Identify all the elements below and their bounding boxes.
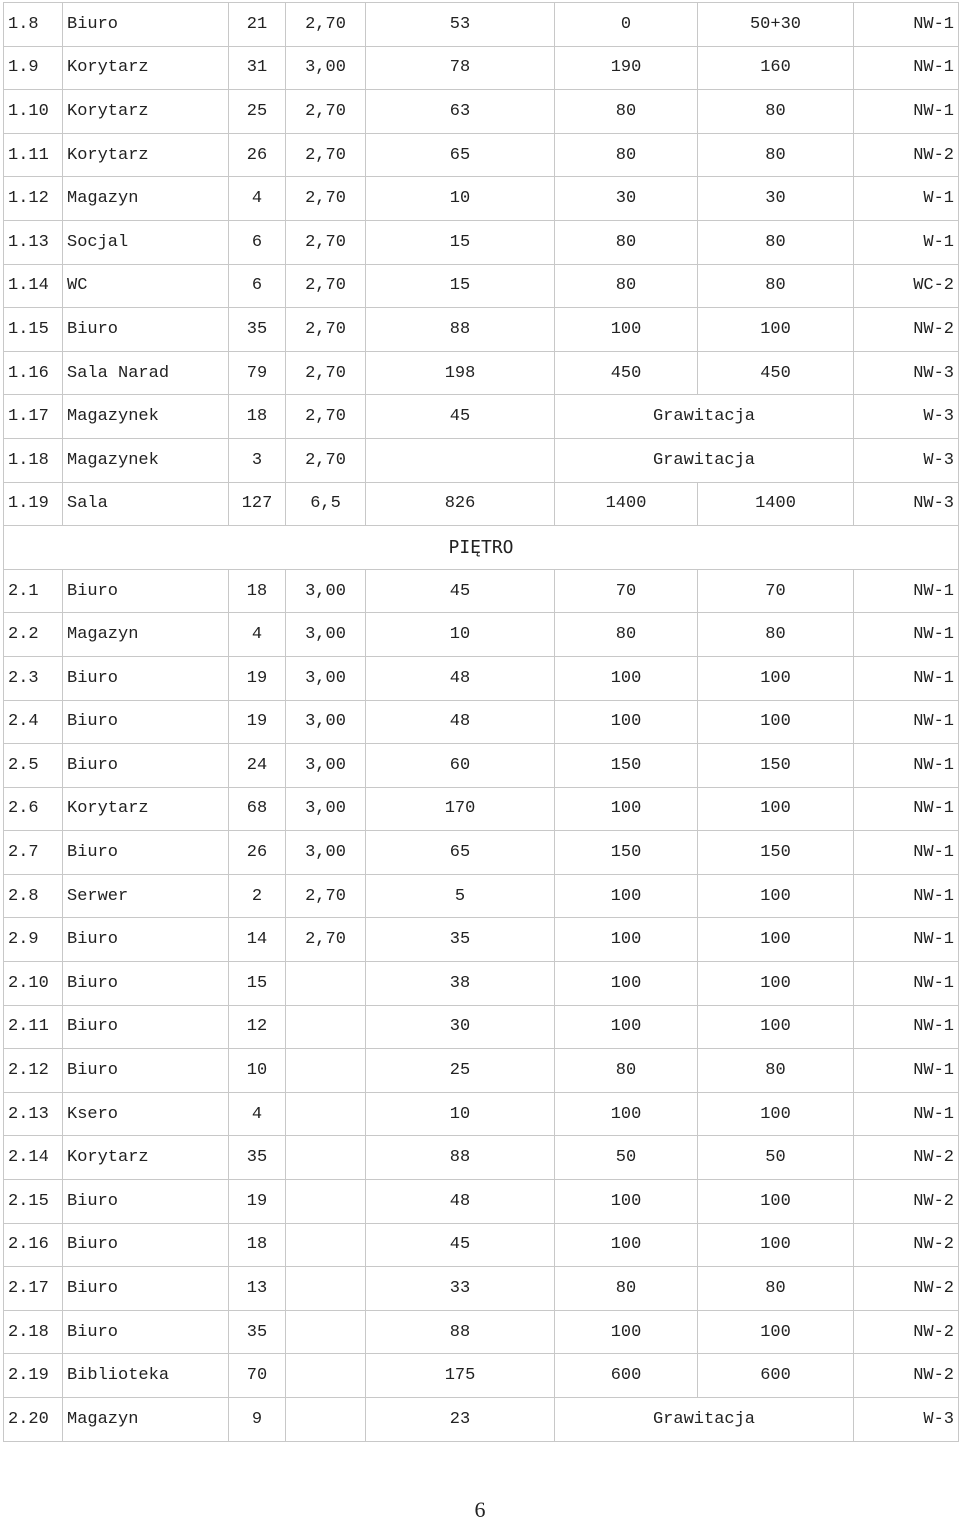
- cell-room-number: 2.2: [4, 613, 63, 657]
- cell-volume: 10: [366, 177, 555, 221]
- table-row: [4, 90, 959, 134]
- cell-ventilation-type: NW-3: [854, 482, 959, 526]
- cell-room-name: Biuro: [63, 1310, 229, 1354]
- cell-area: 35: [229, 1136, 286, 1180]
- cell-exhaust-airflow: 1400: [698, 482, 854, 526]
- cell-area: 26: [229, 831, 286, 875]
- cell-exhaust-airflow: 100: [698, 918, 854, 962]
- cell-volume: 198: [366, 351, 555, 395]
- table-row: [4, 962, 959, 1006]
- cell-supply-airflow: 100: [555, 700, 698, 744]
- cell-area: 2: [229, 874, 286, 918]
- cell-volume: 45: [366, 569, 555, 613]
- cell-room-number: 1.11: [4, 133, 63, 177]
- cell-height: [286, 1005, 366, 1049]
- cell-room-number: 2.13: [4, 1092, 63, 1136]
- cell-room-name: Sala Narad: [63, 351, 229, 395]
- cell-volume: 25: [366, 1049, 555, 1093]
- cell-supply-airflow: 190: [555, 46, 698, 90]
- cell-volume: 5: [366, 874, 555, 918]
- cell-room-number: 1.9: [4, 46, 63, 90]
- cell-room-name: Biuro: [63, 744, 229, 788]
- cell-height: 2,70: [286, 264, 366, 308]
- cell-area: 4: [229, 1092, 286, 1136]
- cell-ventilation-type: NW-1: [854, 3, 959, 47]
- cell-ventilation-type: NW-1: [854, 613, 959, 657]
- cell-exhaust-airflow: 100: [698, 1005, 854, 1049]
- cell-volume: 35: [366, 918, 555, 962]
- cell-height: [286, 1267, 366, 1311]
- cell-exhaust-airflow: 100: [698, 1310, 854, 1354]
- cell-room-number: 2.9: [4, 918, 63, 962]
- cell-supply-airflow: 150: [555, 744, 698, 788]
- cell-height: 3,00: [286, 831, 366, 875]
- cell-area: 6: [229, 264, 286, 308]
- table-row: [4, 1049, 959, 1093]
- cell-exhaust-airflow: 70: [698, 569, 854, 613]
- cell-volume: 175: [366, 1354, 555, 1398]
- cell-exhaust-airflow: 80: [698, 1267, 854, 1311]
- cell-supply-airflow: 100: [555, 962, 698, 1006]
- cell-room-name: Biuro: [63, 1223, 229, 1267]
- cell-volume: 45: [366, 395, 555, 439]
- cell-volume: 10: [366, 613, 555, 657]
- cell-exhaust-airflow: 100: [698, 700, 854, 744]
- cell-height: 3,00: [286, 744, 366, 788]
- cell-area: 127: [229, 482, 286, 526]
- cell-area: 18: [229, 395, 286, 439]
- cell-ventilation-type: NW-1: [854, 962, 959, 1006]
- cell-ventilation-type: W-1: [854, 177, 959, 221]
- cell-height: 2,70: [286, 918, 366, 962]
- cell-room-number: 2.7: [4, 831, 63, 875]
- cell-height: 2,70: [286, 438, 366, 482]
- table-row: [4, 1398, 959, 1442]
- cell-area: 12: [229, 1005, 286, 1049]
- cell-supply-airflow: 100: [555, 1092, 698, 1136]
- cell-height: 2,70: [286, 133, 366, 177]
- cell-volume: 65: [366, 133, 555, 177]
- cell-ventilation-type: NW-2: [854, 1310, 959, 1354]
- cell-room-number: 1.13: [4, 220, 63, 264]
- cell-volume: 45: [366, 1223, 555, 1267]
- cell-airflow-merged: Grawitacja: [555, 395, 854, 439]
- section-row: [4, 526, 959, 570]
- cell-ventilation-type: NW-1: [854, 787, 959, 831]
- table-row: [4, 482, 959, 526]
- cell-room-number: 1.19: [4, 482, 63, 526]
- cell-supply-airflow: 80: [555, 613, 698, 657]
- cell-area: 35: [229, 308, 286, 352]
- table-row: [4, 220, 959, 264]
- cell-room-number: 2.4: [4, 700, 63, 744]
- cell-height: 2,70: [286, 220, 366, 264]
- cell-room-name: Biuro: [63, 700, 229, 744]
- table-row: [4, 308, 959, 352]
- cell-ventilation-type: NW-2: [854, 1354, 959, 1398]
- cell-room-number: 2.16: [4, 1223, 63, 1267]
- cell-area: 19: [229, 700, 286, 744]
- cell-height: [286, 1049, 366, 1093]
- cell-room-number: 2.19: [4, 1354, 63, 1398]
- cell-ventilation-type: NW-2: [854, 1267, 959, 1311]
- table-row: [4, 918, 959, 962]
- cell-area: 3: [229, 438, 286, 482]
- cell-height: 2,70: [286, 395, 366, 439]
- cell-room-number: 2.5: [4, 744, 63, 788]
- cell-exhaust-airflow: 100: [698, 1180, 854, 1224]
- cell-ventilation-type: NW-1: [854, 46, 959, 90]
- cell-room-number: 1.17: [4, 395, 63, 439]
- cell-supply-airflow: 150: [555, 831, 698, 875]
- cell-height: 3,00: [286, 569, 366, 613]
- cell-room-number: 1.10: [4, 90, 63, 134]
- cell-room-name: Sala: [63, 482, 229, 526]
- cell-volume: 48: [366, 700, 555, 744]
- cell-height: [286, 962, 366, 1006]
- cell-ventilation-type: NW-3: [854, 351, 959, 395]
- cell-ventilation-type: WC-2: [854, 264, 959, 308]
- cell-ventilation-type: NW-1: [854, 874, 959, 918]
- cell-room-name: Korytarz: [63, 90, 229, 134]
- table-row: [4, 656, 959, 700]
- cell-room-number: 1.14: [4, 264, 63, 308]
- cell-room-name: WC: [63, 264, 229, 308]
- cell-room-name: Korytarz: [63, 133, 229, 177]
- cell-room-name: Magazynek: [63, 395, 229, 439]
- cell-height: 3,00: [286, 787, 366, 831]
- cell-volume: 88: [366, 308, 555, 352]
- cell-area: 31: [229, 46, 286, 90]
- cell-ventilation-type: NW-1: [854, 569, 959, 613]
- cell-exhaust-airflow: 150: [698, 831, 854, 875]
- cell-supply-airflow: 80: [555, 90, 698, 134]
- cell-ventilation-type: NW-1: [854, 656, 959, 700]
- cell-exhaust-airflow: 100: [698, 1092, 854, 1136]
- cell-volume: 65: [366, 831, 555, 875]
- cell-ventilation-type: NW-1: [854, 90, 959, 134]
- cell-room-name: Magazyn: [63, 1398, 229, 1442]
- cell-ventilation-type: NW-1: [854, 744, 959, 788]
- cell-height: 3,00: [286, 700, 366, 744]
- cell-supply-airflow: 80: [555, 133, 698, 177]
- cell-height: 3,00: [286, 46, 366, 90]
- cell-supply-airflow: 70: [555, 569, 698, 613]
- cell-room-number: 2.8: [4, 874, 63, 918]
- cell-room-name: Biuro: [63, 962, 229, 1006]
- table-row: [4, 133, 959, 177]
- cell-room-name: Magazyn: [63, 177, 229, 221]
- cell-exhaust-airflow: 50+30: [698, 3, 854, 47]
- cell-volume: 33: [366, 1267, 555, 1311]
- cell-room-name: Korytarz: [63, 46, 229, 90]
- cell-exhaust-airflow: 100: [698, 656, 854, 700]
- cell-room-number: 2.10: [4, 962, 63, 1006]
- cell-exhaust-airflow: 600: [698, 1354, 854, 1398]
- table-row: [4, 351, 959, 395]
- section-header: PIĘTRO: [4, 526, 959, 570]
- cell-room-name: Korytarz: [63, 787, 229, 831]
- cell-supply-airflow: 1400: [555, 482, 698, 526]
- cell-room-number: 1.12: [4, 177, 63, 221]
- cell-airflow-merged: Grawitacja: [555, 1398, 854, 1442]
- cell-volume: 48: [366, 656, 555, 700]
- cell-area: 9: [229, 1398, 286, 1442]
- cell-height: 2,70: [286, 3, 366, 47]
- cell-exhaust-airflow: 80: [698, 264, 854, 308]
- cell-room-name: Ksero: [63, 1092, 229, 1136]
- cell-exhaust-airflow: 80: [698, 90, 854, 134]
- cell-supply-airflow: 100: [555, 787, 698, 831]
- cell-area: 68: [229, 787, 286, 831]
- cell-volume: 63: [366, 90, 555, 134]
- cell-supply-airflow: 100: [555, 1005, 698, 1049]
- cell-height: 6,5: [286, 482, 366, 526]
- cell-volume: [366, 438, 555, 482]
- cell-ventilation-type: W-3: [854, 438, 959, 482]
- cell-area: 25: [229, 90, 286, 134]
- cell-exhaust-airflow: 100: [698, 1223, 854, 1267]
- cell-supply-airflow: 450: [555, 351, 698, 395]
- cell-exhaust-airflow: 100: [698, 874, 854, 918]
- cell-supply-airflow: 100: [555, 1180, 698, 1224]
- cell-room-name: Biuro: [63, 1180, 229, 1224]
- cell-room-name: Biuro: [63, 1005, 229, 1049]
- cell-volume: 15: [366, 264, 555, 308]
- cell-height: [286, 1180, 366, 1224]
- cell-supply-airflow: 50: [555, 1136, 698, 1180]
- cell-volume: 38: [366, 962, 555, 1006]
- cell-supply-airflow: 80: [555, 1049, 698, 1093]
- table-row: [4, 3, 959, 47]
- cell-area: 14: [229, 918, 286, 962]
- cell-height: [286, 1223, 366, 1267]
- cell-height: [286, 1310, 366, 1354]
- cell-area: 4: [229, 177, 286, 221]
- cell-room-name: Biuro: [63, 1267, 229, 1311]
- cell-ventilation-type: NW-2: [854, 1180, 959, 1224]
- cell-room-number: 2.1: [4, 569, 63, 613]
- cell-ventilation-type: NW-1: [854, 700, 959, 744]
- cell-exhaust-airflow: 150: [698, 744, 854, 788]
- cell-supply-airflow: 30: [555, 177, 698, 221]
- table-row: [4, 569, 959, 613]
- cell-ventilation-type: NW-1: [854, 1049, 959, 1093]
- room-table: [3, 2, 959, 1442]
- cell-area: 19: [229, 656, 286, 700]
- cell-volume: 10: [366, 1092, 555, 1136]
- cell-ventilation-type: W-3: [854, 395, 959, 439]
- table-row: [4, 700, 959, 744]
- cell-room-number: 2.18: [4, 1310, 63, 1354]
- cell-room-number: 2.12: [4, 1049, 63, 1093]
- cell-supply-airflow: 100: [555, 918, 698, 962]
- cell-room-name: Serwer: [63, 874, 229, 918]
- cell-volume: 30: [366, 1005, 555, 1049]
- cell-supply-airflow: 100: [555, 1310, 698, 1354]
- cell-exhaust-airflow: 80: [698, 613, 854, 657]
- cell-height: 3,00: [286, 613, 366, 657]
- page-number: 6: [474, 1497, 486, 1522]
- cell-area: 6: [229, 220, 286, 264]
- cell-area: 24: [229, 744, 286, 788]
- cell-room-number: 2.15: [4, 1180, 63, 1224]
- cell-supply-airflow: 80: [555, 264, 698, 308]
- cell-area: 79: [229, 351, 286, 395]
- cell-area: 70: [229, 1354, 286, 1398]
- cell-supply-airflow: 80: [555, 220, 698, 264]
- cell-room-name: Biuro: [63, 569, 229, 613]
- cell-volume: 53: [366, 3, 555, 47]
- table-row: [4, 744, 959, 788]
- table-row: [4, 46, 959, 90]
- cell-ventilation-type: NW-1: [854, 918, 959, 962]
- cell-exhaust-airflow: 100: [698, 962, 854, 1006]
- cell-height: [286, 1354, 366, 1398]
- cell-volume: 78: [366, 46, 555, 90]
- cell-exhaust-airflow: 80: [698, 133, 854, 177]
- cell-ventilation-type: W-1: [854, 220, 959, 264]
- cell-room-number: 1.18: [4, 438, 63, 482]
- cell-height: [286, 1136, 366, 1180]
- table-row: [4, 613, 959, 657]
- cell-area: 10: [229, 1049, 286, 1093]
- cell-supply-airflow: 80: [555, 1267, 698, 1311]
- cell-room-number: 2.6: [4, 787, 63, 831]
- cell-exhaust-airflow: 160: [698, 46, 854, 90]
- cell-room-name: Magazynek: [63, 438, 229, 482]
- cell-area: 18: [229, 569, 286, 613]
- cell-room-number: 1.15: [4, 308, 63, 352]
- cell-exhaust-airflow: 80: [698, 1049, 854, 1093]
- cell-room-number: 2.3: [4, 656, 63, 700]
- cell-height: 2,70: [286, 351, 366, 395]
- cell-room-number: 2.20: [4, 1398, 63, 1442]
- cell-height: 2,70: [286, 308, 366, 352]
- cell-room-name: Biuro: [63, 3, 229, 47]
- cell-room-number: 1.16: [4, 351, 63, 395]
- cell-exhaust-airflow: 100: [698, 308, 854, 352]
- cell-volume: 23: [366, 1398, 555, 1442]
- table-row: [4, 874, 959, 918]
- cell-room-name: Biuro: [63, 308, 229, 352]
- cell-room-name: Biuro: [63, 1049, 229, 1093]
- cell-area: 21: [229, 3, 286, 47]
- cell-room-number: 1.8: [4, 3, 63, 47]
- table-row: [4, 1180, 959, 1224]
- cell-height: 2,70: [286, 90, 366, 134]
- cell-room-name: Biblioteka: [63, 1354, 229, 1398]
- cell-ventilation-type: W-3: [854, 1398, 959, 1442]
- cell-exhaust-airflow: 50: [698, 1136, 854, 1180]
- cell-area: 4: [229, 613, 286, 657]
- cell-volume: 60: [366, 744, 555, 788]
- table-row: [4, 1092, 959, 1136]
- table-row: [4, 1005, 959, 1049]
- cell-height: [286, 1398, 366, 1442]
- cell-room-name: Korytarz: [63, 1136, 229, 1180]
- table-row: [4, 395, 959, 439]
- cell-ventilation-type: NW-1: [854, 1092, 959, 1136]
- cell-ventilation-type: NW-2: [854, 1136, 959, 1180]
- cell-volume: 826: [366, 482, 555, 526]
- cell-area: 26: [229, 133, 286, 177]
- cell-volume: 48: [366, 1180, 555, 1224]
- cell-ventilation-type: NW-2: [854, 133, 959, 177]
- table-row: [4, 831, 959, 875]
- table-row: [4, 1136, 959, 1180]
- cell-supply-airflow: 100: [555, 1223, 698, 1267]
- table-row: [4, 264, 959, 308]
- cell-area: 19: [229, 1180, 286, 1224]
- cell-area: 15: [229, 962, 286, 1006]
- cell-room-number: 2.11: [4, 1005, 63, 1049]
- table-body: [4, 3, 959, 1442]
- table-row: [4, 1267, 959, 1311]
- cell-room-number: 2.17: [4, 1267, 63, 1311]
- cell-exhaust-airflow: 100: [698, 787, 854, 831]
- cell-airflow-merged: Grawitacja: [555, 438, 854, 482]
- cell-room-name: Biuro: [63, 918, 229, 962]
- cell-area: 13: [229, 1267, 286, 1311]
- cell-room-number: 2.14: [4, 1136, 63, 1180]
- cell-volume: 88: [366, 1310, 555, 1354]
- cell-height: 2,70: [286, 874, 366, 918]
- cell-ventilation-type: NW-1: [854, 1005, 959, 1049]
- cell-supply-airflow: 600: [555, 1354, 698, 1398]
- cell-area: 35: [229, 1310, 286, 1354]
- cell-volume: 15: [366, 220, 555, 264]
- cell-volume: 170: [366, 787, 555, 831]
- table-row: [4, 1310, 959, 1354]
- cell-exhaust-airflow: 80: [698, 220, 854, 264]
- cell-supply-airflow: 100: [555, 874, 698, 918]
- cell-supply-airflow: 0: [555, 3, 698, 47]
- cell-area: 18: [229, 1223, 286, 1267]
- cell-exhaust-airflow: 30: [698, 177, 854, 221]
- cell-room-name: Socjal: [63, 220, 229, 264]
- table-row: [4, 787, 959, 831]
- cell-exhaust-airflow: 450: [698, 351, 854, 395]
- cell-room-name: Magazyn: [63, 613, 229, 657]
- table-row: [4, 438, 959, 482]
- table-row: [4, 1354, 959, 1398]
- cell-ventilation-type: NW-2: [854, 1223, 959, 1267]
- cell-room-name: Biuro: [63, 831, 229, 875]
- cell-ventilation-type: NW-2: [854, 308, 959, 352]
- cell-height: 3,00: [286, 656, 366, 700]
- cell-supply-airflow: 100: [555, 308, 698, 352]
- cell-volume: 88: [366, 1136, 555, 1180]
- cell-supply-airflow: 100: [555, 656, 698, 700]
- cell-room-name: Biuro: [63, 656, 229, 700]
- table-row: [4, 177, 959, 221]
- table-row: [4, 1223, 959, 1267]
- cell-ventilation-type: NW-1: [854, 831, 959, 875]
- cell-height: [286, 1092, 366, 1136]
- cell-height: 2,70: [286, 177, 366, 221]
